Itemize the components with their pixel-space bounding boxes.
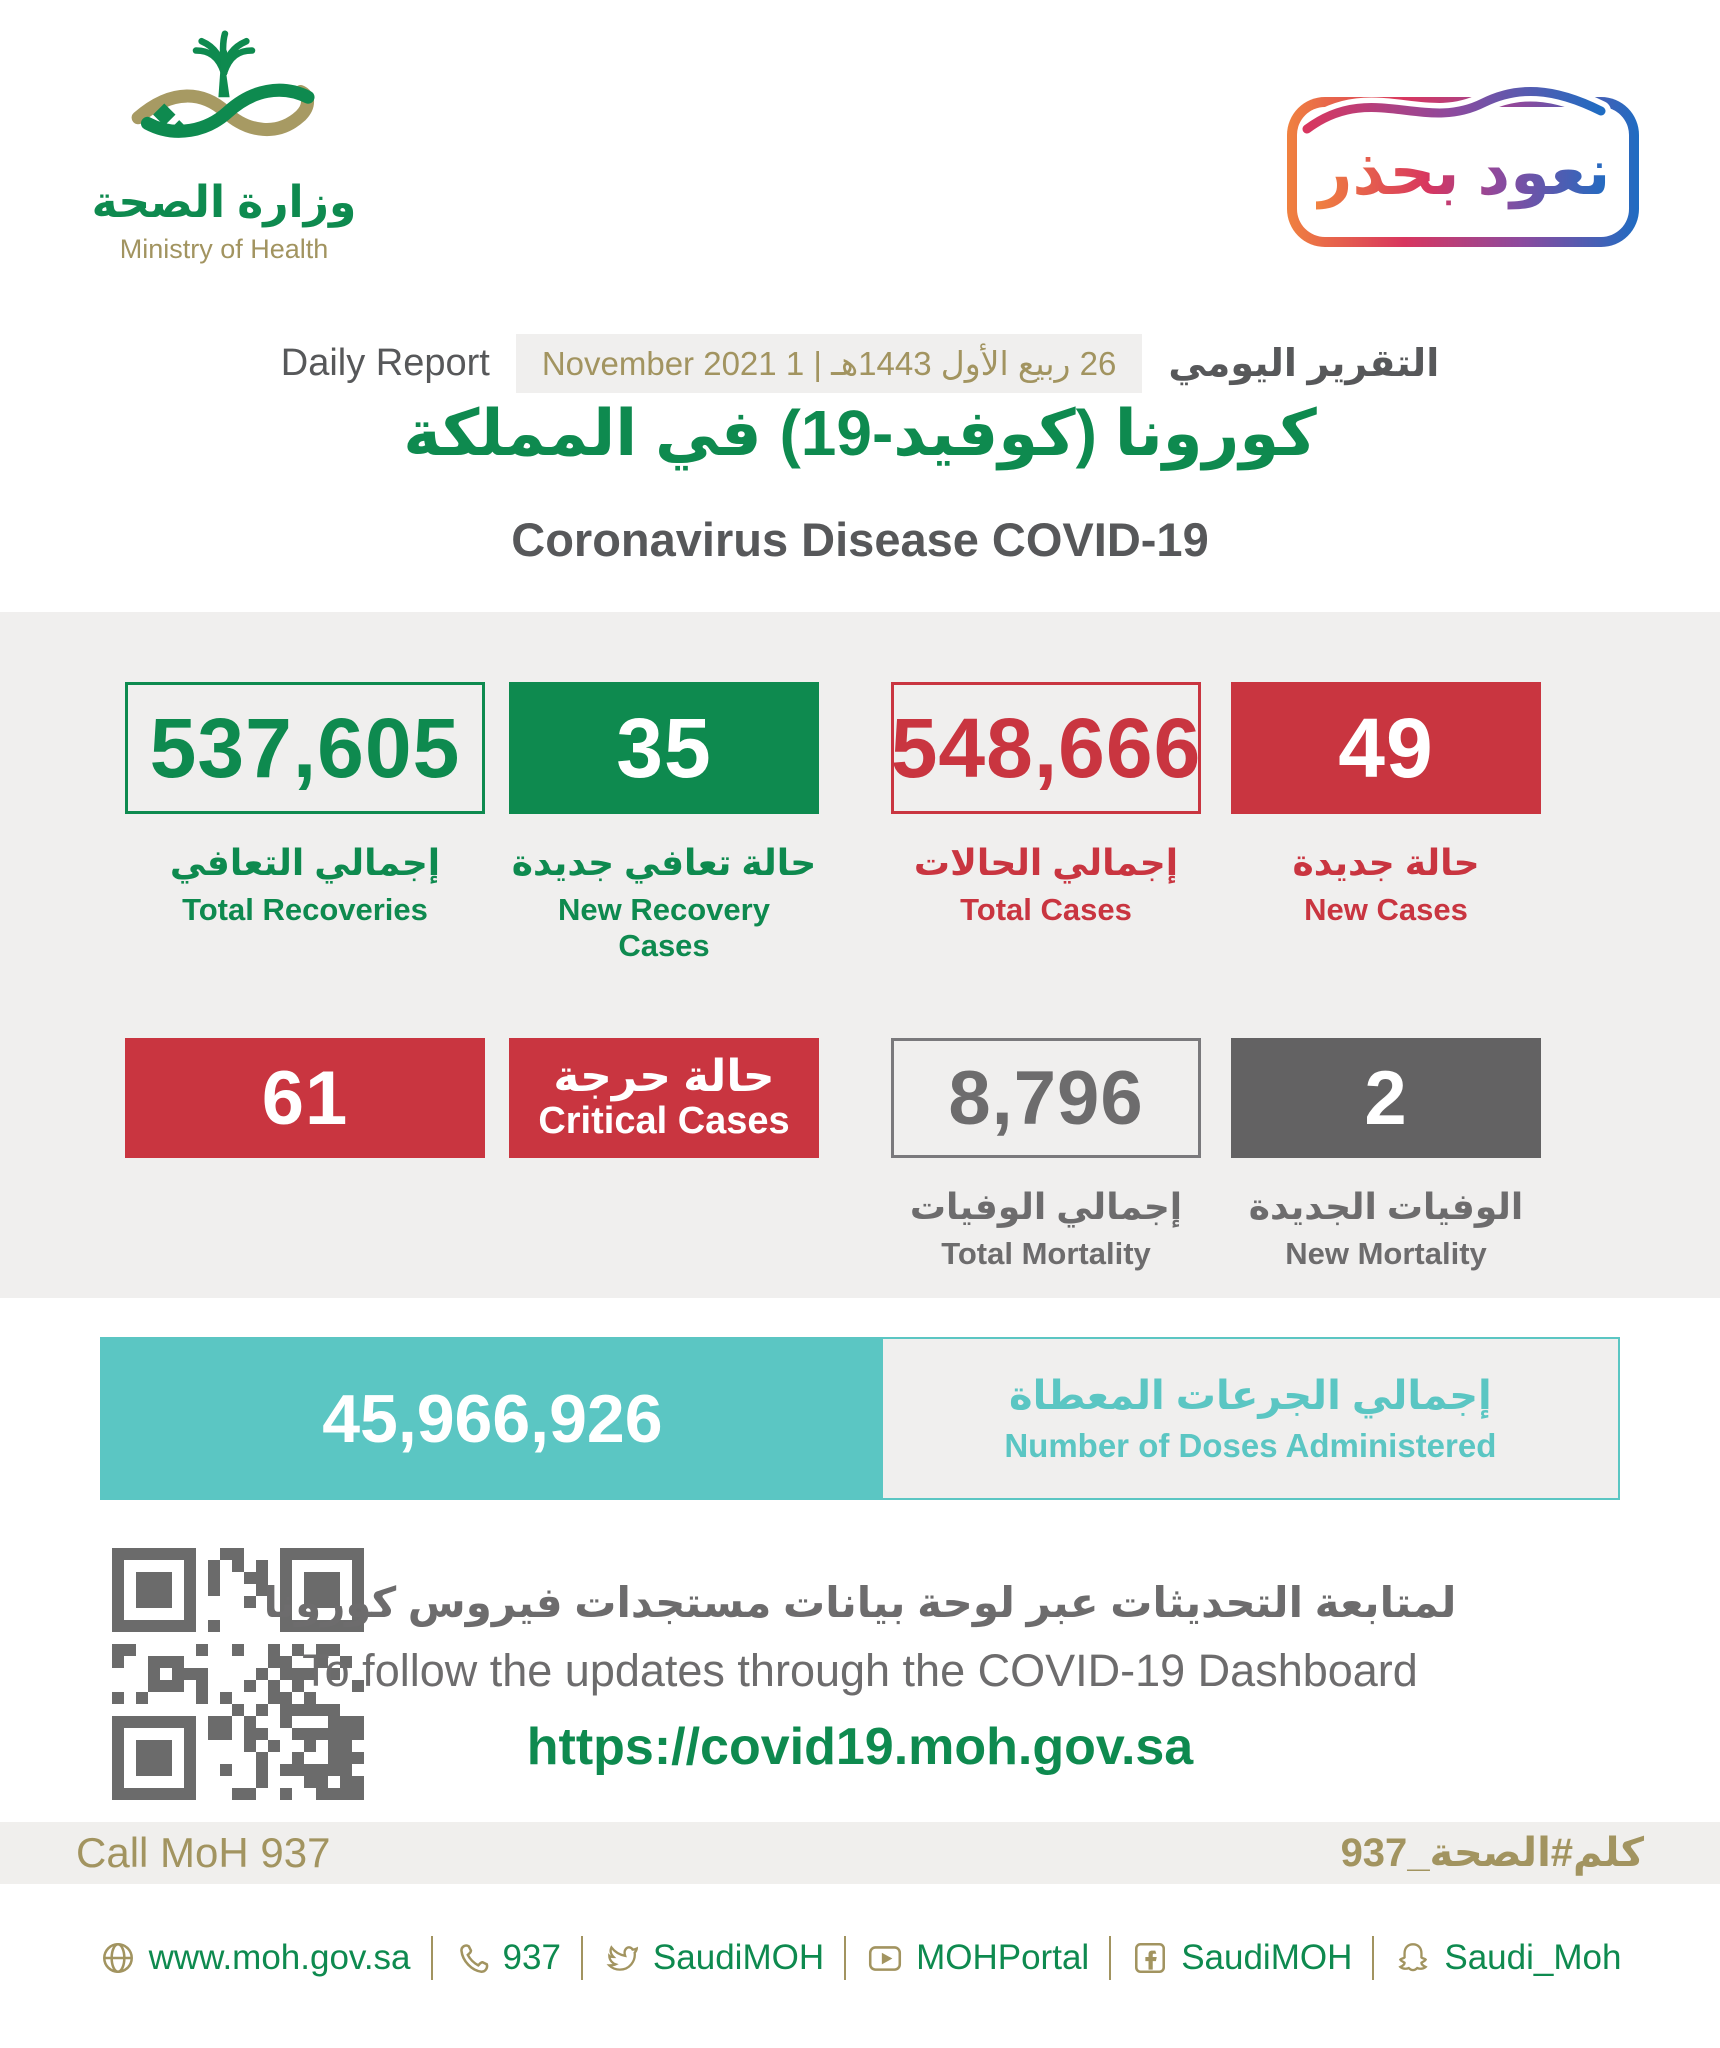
report-date: 26 ربيع الأول 1443هـ | 1 November 2021 [516, 334, 1143, 393]
dashboard-note-arabic: لمتابعة التحديثات عبر لوحة بيانات مستجدات فيروس كورونا [263, 1579, 1457, 1626]
stat-value: 2 [1364, 1055, 1408, 1141]
stat-box-critical-label [509, 1038, 819, 1158]
stat-total-mortality [891, 1038, 1201, 1272]
doses-bar [100, 1337, 1620, 1500]
phone-icon [453, 1939, 491, 1977]
footer-item-label: SaudiMOH [652, 1938, 825, 1977]
logo-title-english: Ministry of Health [119, 234, 329, 264]
footer-item-label: SaudiMOH [1181, 1938, 1353, 1977]
doses-label [883, 1339, 1618, 1498]
footer-item-twitter[interactable] [603, 1938, 824, 1978]
stat-new-mortality [1231, 1038, 1541, 1272]
stat-box-total-recoveries [125, 682, 485, 814]
stat-total-recoveries [125, 682, 485, 964]
stat-value: 49 [1338, 700, 1434, 795]
footer-item-label: MOHPortal [916, 1938, 1090, 1977]
footer-social-row [0, 1936, 1720, 1980]
stat-label-arabic: الوفيات الجديدة [1248, 1186, 1524, 1227]
stat-critical-label [509, 1038, 819, 1272]
page-title-english: Coronavirus Disease COVID-19 [511, 513, 1209, 566]
stat-label-arabic: إجمالي الحالات [913, 842, 1179, 883]
moh-emblem-icon [109, 30, 339, 170]
stat-box-new-recoveries [509, 682, 819, 814]
return-cautiously-badge [1287, 97, 1639, 247]
footer-item-website[interactable] [99, 1938, 411, 1978]
call-moh-text: Call MoH 937 [76, 1829, 331, 1876]
stat-label-english: Total Cases [960, 892, 1132, 927]
badge-text: نعود بحذر [1315, 135, 1611, 208]
footer-item-youtube[interactable] [866, 1938, 1089, 1978]
youtube-icon [866, 1939, 904, 1977]
moh-logo [84, 30, 364, 265]
page-title-arabic: كورونا (كوفيد-19) في المملكة [403, 397, 1317, 469]
stats-section [0, 612, 1720, 1298]
doses-label-english: Number of Doses Administered [1004, 1426, 1497, 1464]
stat-critical-value [125, 1038, 485, 1272]
stat-label-english: Total Recoveries [182, 892, 428, 927]
stats-row-2 [125, 1038, 1720, 1272]
footer-item-label: 937 [502, 1938, 561, 1977]
stat-box-new-cases [1231, 682, 1541, 814]
badge-inner [1297, 107, 1629, 237]
report-header-row [0, 334, 1720, 393]
snapchat-icon [1394, 1939, 1432, 1977]
stat-new-cases [1231, 682, 1541, 964]
call-hashtag-text: كلم#الصحة_937 [1340, 1831, 1644, 1875]
footer-item-phone[interactable] [453, 1938, 561, 1978]
stat-value: 35 [616, 700, 712, 795]
stats-row-1 [125, 682, 1720, 964]
dashboard-note [0, 1578, 1720, 1777]
doses-label-arabic: إجمالي الجرعات المعطاة [1008, 1373, 1492, 1418]
stat-label-english: New Mortality [1285, 1236, 1487, 1271]
footer-separator [844, 1936, 846, 1980]
footer-separator [431, 1936, 433, 1980]
critical-label-arabic: حالة حرجة [553, 1051, 775, 1101]
globe-icon [99, 1939, 137, 1977]
daily-report-label-arabic: التقرير اليومي [1168, 343, 1440, 385]
stat-label-english: New Recovery Cases [558, 892, 770, 963]
footer-separator [581, 1936, 583, 1980]
stat-label-english: New Cases [1304, 892, 1468, 927]
stat-box-total-cases [891, 682, 1201, 814]
stat-box-new-mortality [1231, 1038, 1541, 1158]
critical-label-english: Critical Cases [538, 1100, 790, 1143]
stat-total-cases [891, 682, 1201, 964]
stat-value: 8,796 [948, 1055, 1144, 1141]
stat-label-arabic: إجمالي الوفيات [909, 1186, 1183, 1227]
stat-value: 61 [261, 1055, 349, 1141]
footer-item-snapchat[interactable] [1394, 1938, 1621, 1978]
call-band [0, 1822, 1720, 1884]
twitter-icon [603, 1939, 641, 1977]
stat-label-english: Total Mortality [941, 1236, 1151, 1271]
stat-box-critical [125, 1038, 485, 1158]
footer-separator [1109, 1936, 1111, 1980]
dashboard-note-english: To follow the updates through the COVID-19 Dashboard [302, 1645, 1418, 1696]
stat-new-recoveries [509, 682, 819, 964]
facebook-icon [1131, 1939, 1169, 1977]
footer-item-label: Saudi_Moh [1444, 1938, 1622, 1977]
stat-label-arabic: حالة تعافي جديدة [511, 842, 817, 883]
doses-value: 45,966,926 [102, 1339, 883, 1498]
footer-item-facebook[interactable] [1131, 1938, 1352, 1978]
stat-label-arabic: حالة جديدة [1292, 842, 1480, 883]
stat-value: 537,605 [149, 700, 461, 795]
logo-title-arabic: وزارة الصحة [91, 178, 357, 227]
stat-box-total-mortality [891, 1038, 1201, 1158]
stat-label-arabic: إجمالي التعافي [169, 842, 441, 883]
daily-report-label: Daily Report [280, 342, 490, 384]
stat-value: 548,666 [890, 700, 1202, 795]
footer-item-label: www.moh.gov.sa [148, 1938, 411, 1977]
dashboard-url-link[interactable]: https://covid19.moh.gov.sa [526, 1718, 1194, 1776]
footer-separator [1372, 1936, 1374, 1980]
